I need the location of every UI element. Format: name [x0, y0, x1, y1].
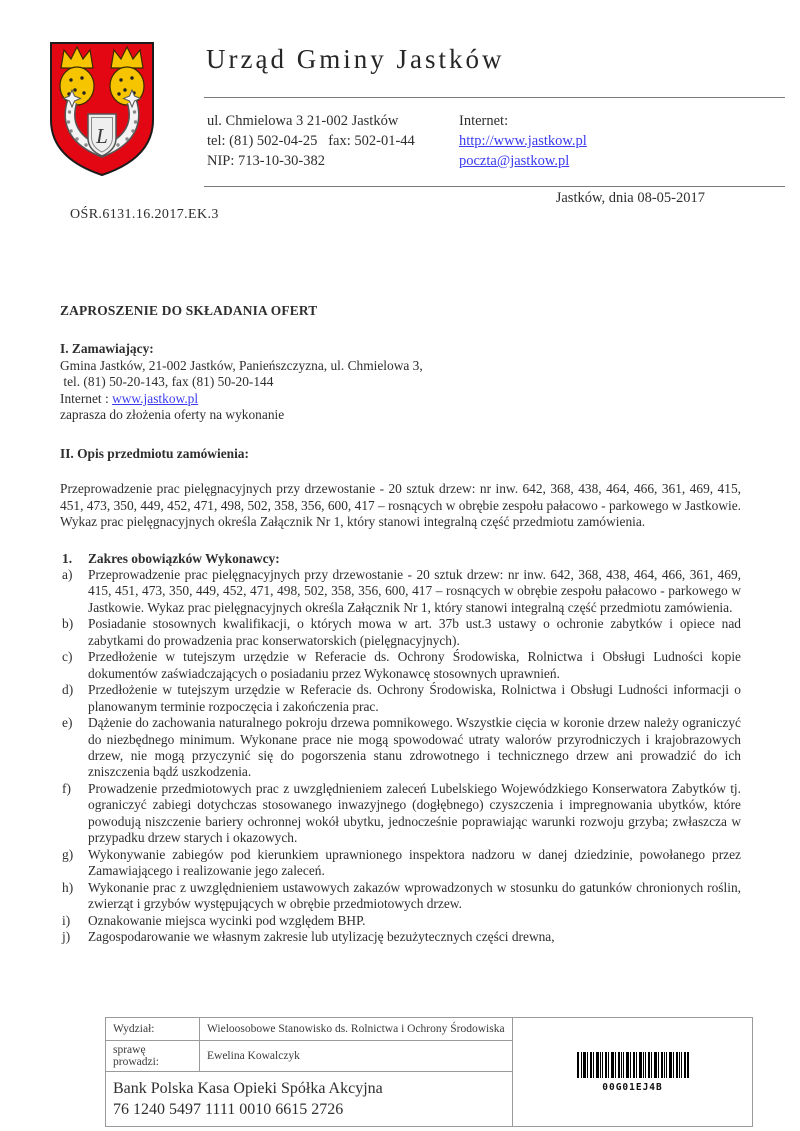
- barcode-text: 00G01EJ4B: [602, 1081, 663, 1093]
- internet-block: [459, 111, 587, 171]
- nip-line: NIP: 713-10-30-382: [207, 153, 326, 169]
- list-item: [60, 929, 741, 945]
- scope-heading: [60, 551, 741, 567]
- organization-name: Urząd Gminy Jastków: [206, 44, 505, 74]
- section2-paragraph: Przeprowadzenie prac pielęgnacyjnych przy drzewostanie - 20 sztuk drzew: nr inw. 642, 368, 438, 464, 466, 361, 469, 415, 451, 473, 350, 449, 452, 471, 498, 502, 358, 356, 600, 417 – rosnących w obrębie zespołu pałacowo - parkowego w Jastkowie. Wykaz prac pielęgnacyjnych określa Załącznik Nr 1, który stanowi integralną część przedmiotu zamówienia.: [60, 481, 741, 530]
- list-item: [60, 913, 741, 929]
- list-item: [60, 682, 741, 715]
- list-item-marker: f): [62, 780, 71, 796]
- section1-line2: tel. (81) 50-20-143, fax (81) 50-20-144: [60, 374, 274, 390]
- list-item-text: Przedłożenie w tutejszym urzędzie w Referacie ds. Ochrony Środowiska, Rolnictwa i Obsługi Ludności informacji o planowanym terminie rozpoczęcia i zakończenia prac.: [88, 682, 741, 714]
- scope-heading-label: Zakres obowiązków Wykonawcy:: [88, 550, 280, 566]
- list-item-marker: c): [62, 649, 73, 665]
- list-item-marker: d): [62, 682, 74, 698]
- email-link[interactable]: poczta@jastkow.pl: [459, 153, 570, 169]
- list-item-marker: j): [62, 928, 71, 944]
- document-title: ZAPROSZENIE DO SKŁADANIA OFERT: [60, 303, 318, 318]
- section1-heading: I. Zamawiający:: [60, 341, 154, 357]
- footer-table: [105, 1017, 753, 1127]
- list-item-marker: b): [62, 616, 74, 632]
- bank-name: Bank Polska Kasa Opieki Spółka Akcyjna: [113, 1080, 383, 1097]
- list-item-text: Przedłożenie w tutejszym urzędzie w Referacie ds. Ochrony Środowiska, Rolnictwa i Obsługi Ludności kopie dokumentów zaświadczających o posiadaniu przez Wykonawcę stosownych uprawnień.: [88, 649, 741, 681]
- section1-line1: Gmina Jastków, 21-002 Jastków, Panieńszczyzna, ul. Chmielowa 3,: [60, 357, 423, 373]
- address-line: ul. Chmielowa 3 21-002 Jastków: [207, 113, 399, 129]
- phone-line: tel: (81) 502-04-25 fax: 502-01-44: [207, 133, 415, 149]
- list-item-marker: a): [62, 566, 73, 582]
- footer-value-department: Wieloosobowe Stanowisko ds. Rolnictwa i Ochrony Środowiska: [200, 1018, 513, 1041]
- barcode-cell: [513, 1018, 753, 1127]
- section-ordering-party: [60, 341, 741, 423]
- scope-number: 1.: [62, 550, 73, 566]
- date-line: Jastków, dnia 08-05-2017: [555, 190, 705, 206]
- list-item-marker: h): [62, 879, 74, 895]
- list-item-marker: e): [62, 715, 73, 731]
- barcode-icon: [577, 1052, 689, 1078]
- contact-block: [207, 111, 415, 171]
- list-item: [60, 616, 741, 649]
- internet-label: Internet:: [459, 113, 509, 129]
- list-item: [60, 715, 741, 781]
- list-item-text: Prowadzenie przedmiotowych prac z uwzględnieniem zaleceń Lubelskiego Wojewódzkiego Konserwatora Zabytków tj. ograniczyć zabiegi dotychczas stosowanego inwazyjnego (dogłębnego) czyszczenia i impregnowania ubytków, które powodują niszczenie bariery ochronnej wokół ubytku, jednocześnie poprawiając warunki rozwoju grzyba; zwłaszcza w przypadku drzew starych i okazowych.: [88, 780, 741, 846]
- list-item-text: Posiadanie stosownych kwalifikacji, o których mowa w art. 37b ust.3 ustawy o ochronie zabytków i opiece nad zabytkami do prowadzenia prac konserwatorskich (pielęgnacyjnych).: [88, 616, 741, 648]
- section1-line3: [60, 391, 741, 407]
- website-link[interactable]: http://www.jastkow.pl: [459, 133, 587, 149]
- list-item-text: Wykonanie prac z uwzględnieniem ustawowych zakazów wprowadzonych w stosunku do gatunków chronionych roślin, zwierząt i grzybów występujących w obrębie przedmiotowych drzew.: [88, 879, 741, 912]
- list-item-text: Zagospodarowanie we własnym zakresie lub utylizację bezużytecznych części drewna,: [88, 928, 555, 944]
- list-item: [60, 880, 741, 913]
- list-item-marker: i): [62, 912, 71, 928]
- footer-label-department: Wydział:: [106, 1018, 200, 1041]
- scope-list: [60, 567, 741, 945]
- list-item-text: Oznakowanie miejsca wycinki pod względem BHP.: [88, 912, 366, 928]
- bank-account-number: 76 1240 5497 1111 0010 6615 2726: [113, 1101, 344, 1118]
- footer-value-case-handler: Ewelina Kowalczyk: [200, 1041, 513, 1072]
- internet-prefix: Internet :: [60, 390, 113, 406]
- footer-label-case-handler: sprawę prowadzi:: [106, 1041, 200, 1072]
- list-item-text: Przeprowadzenie prac pielęgnacyjnych przy drzewostanie - 20 sztuk drzew: nr inw. 642, 368, 438, 464, 466, 361, 469, 415, 451, 473, 350, 449, 452, 471, 498, 502, 358, 356, 600, 417 – rosnących w obrębie zespołu pałacowo - parkowego w Jastkowie. Wykaz prac pielęgnacyjnych określa Załącznik Nr 1, który stanowi integralną część przedmiotu zamówienia.: [88, 566, 741, 615]
- document-body: [60, 303, 741, 945]
- crest-letter: L: [96, 124, 108, 148]
- reference-number: OŚR.6131.16.2017.EK.3: [70, 207, 219, 222]
- list-item: [60, 847, 741, 880]
- header-divider-top: [204, 97, 785, 98]
- table-row: [106, 1018, 753, 1041]
- coat-of-arms: [44, 38, 160, 180]
- bank-info: [106, 1072, 513, 1127]
- list-item-text: Dążenie do zachowania naturalnego pokroju drzewa pomnikowego. Wszystkie cięcia w koronie drzew należy ograniczyć do niezbędnego minimum. Wykonane prace nie mogą spowodować utraty walorów przyrodniczych i krajobrazowych drzew, nie mogą przyczynić się do pogorszenia stanu zdrowotnego i technicznego drzew ani prowadzić do ich zniszczenia bądź uszkodzenia.: [88, 715, 741, 780]
- section1-website-link[interactable]: www.jastkow.pl: [112, 390, 199, 406]
- section1-line4: zaprasza do złożenia oferty na wykonanie: [60, 407, 285, 423]
- coat-of-arms-icon: [44, 38, 160, 180]
- list-item: [60, 781, 741, 847]
- section2-heading: II. Opis przedmiotu zamówienia:: [60, 445, 249, 461]
- list-item-marker: g): [62, 846, 74, 862]
- header-divider-bottom: [204, 186, 785, 187]
- list-item-text: Wykonywanie zabiegów pod kierunkiem uprawnionego inspektora nadzoru w danej dziedzinie, powołanego przez Zamawiającego i realizowanie jego zaleceń.: [88, 846, 741, 879]
- list-item: [60, 567, 741, 616]
- list-item: [60, 649, 741, 682]
- barcode: [577, 1052, 689, 1093]
